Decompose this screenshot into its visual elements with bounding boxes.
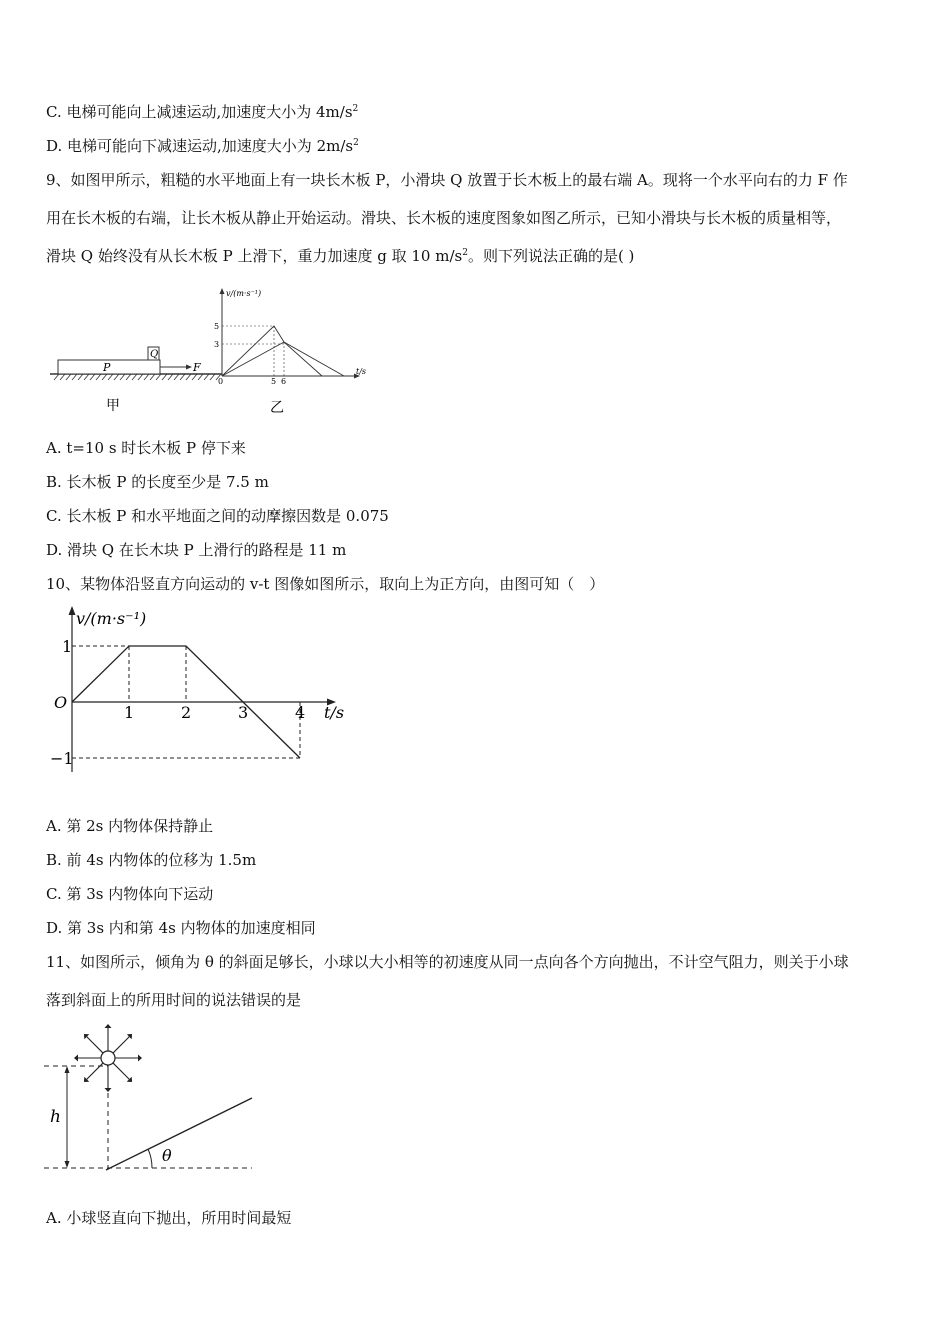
hatch-mark (138, 374, 143, 380)
yi-y-arrowhead (220, 288, 225, 294)
label-F: F (193, 361, 201, 374)
q9-option-a: A. t=10 s 时长木板 P 停下来 (46, 439, 246, 457)
q8-option-c-text: C. 电梯可能向上减速运动,加速度大小为 4m/s (46, 103, 353, 121)
hatch-mark (72, 374, 77, 380)
hatch-mark (120, 374, 125, 380)
q10-option-a: A. 第 2s 内物体保持静止 (46, 817, 214, 835)
q9-option-c: C. 长木板 P 和水平地面之间的动摩擦因数是 0.075 (46, 507, 389, 525)
q9-stem-line3 (46, 246, 634, 266)
hatch-mark (150, 374, 155, 380)
hatch-mark (198, 374, 203, 380)
q10-xtick-label: 1 (124, 703, 135, 722)
q8-option-c-sup: 2 (352, 104, 359, 114)
hatch-mark (54, 374, 59, 380)
q10-xtick-label: 3 (238, 703, 249, 722)
q11-throw-arrowhead (74, 1055, 78, 1062)
q10-stem: 10、某物体沿竖直方向运动的 v-t 图像如图所示，取向上为正方向，由图可知（ ） (46, 575, 605, 593)
hatch-mark (78, 374, 83, 380)
q11-label-h: h (50, 1107, 61, 1127)
q8-option-d-text: D. 电梯可能向下减速运动,加速度大小为 2m/s (46, 137, 354, 155)
hatch-mark (180, 374, 185, 380)
yi-ytick-3: 3 (214, 340, 220, 349)
q11-throw-arrowhead (138, 1055, 142, 1062)
q8-option-d (46, 136, 359, 156)
q11-label-theta: θ (162, 1146, 172, 1165)
hatch-mark (90, 374, 95, 380)
hatch-mark (126, 374, 131, 380)
force-F-arrowhead (186, 365, 192, 370)
q10-ytick-label: −1 (50, 749, 74, 768)
q11-figure (40, 1018, 260, 1178)
q9-stem-line2: 用在长木板的右端，让长木板从静止开始运动。滑块、长木板的速度图象如图乙所示，已知小滑块与长木板的质量相等， (46, 209, 842, 227)
q9-option-b: B. 长木板 P 的长度至少是 7.5 m (46, 473, 269, 491)
hatch-mark (84, 374, 89, 380)
label-P: P (103, 361, 111, 374)
hatch-mark (204, 374, 209, 380)
q9-figure-yi (210, 284, 380, 424)
yi-block-line (222, 342, 322, 376)
ground-hatch (50, 374, 222, 380)
q11-h-arrow-up (65, 1066, 70, 1073)
hatch-mark (192, 374, 197, 380)
q11-throw-arrowhead (105, 1024, 112, 1028)
hatch-mark (168, 374, 173, 380)
q11-stem-line1: 11、如图所示，倾角为 θ 的斜面足够长，小球以大小相等的初速度从同一点向各个方向抛出，不计空气阻力，则关于小球 (46, 953, 849, 971)
hatch-mark (114, 374, 119, 380)
hatch-mark (144, 374, 149, 380)
q8-option-c (46, 102, 358, 122)
q11-theta-arc (148, 1149, 152, 1168)
q9-stem-line3-sup: 2 (462, 248, 468, 258)
caption-jia: 甲 (106, 398, 120, 414)
caption-yi: 乙 (270, 400, 284, 416)
q11-h-arrow-down (65, 1161, 70, 1168)
yi-board-line (222, 326, 344, 376)
yi-ylabel: v/(m·s⁻¹) (226, 289, 262, 298)
q11-throw-arrow (87, 1063, 103, 1079)
q9-stem-line3-end: 。则下列说法正确的是( ) (467, 247, 635, 265)
q11-throw-arrow (113, 1037, 129, 1053)
q10-ytick-label: 1 (62, 637, 73, 656)
yi-xtick-0: 0 (218, 377, 224, 386)
q10-xtick-label: 4 (295, 703, 306, 722)
q9-stem-line3-text: 滑块 Q 始终没有从长木板 P 上滑下，重力加速度 g 取 10 m/s (46, 247, 463, 265)
hatch-mark (186, 374, 191, 380)
q9-option-d: D. 滑块 Q 在长木块 P 上滑行的路程是 11 m (46, 541, 347, 559)
hatch-mark (174, 374, 179, 380)
hatch-mark (66, 374, 71, 380)
q10-y-arrowhead (69, 606, 76, 615)
q11-throw-arrow (113, 1063, 129, 1079)
q10-option-d: D. 第 3s 内和第 4s 内物体的加速度相同 (46, 919, 316, 937)
hatch-mark (156, 374, 161, 380)
hatch-mark (132, 374, 137, 380)
q10-option-c: C. 第 3s 内物体向下运动 (46, 885, 214, 903)
yi-xtick-6: 6 (281, 377, 287, 386)
q11-slope (106, 1098, 252, 1170)
yi-ytick-5: 5 (214, 322, 220, 331)
hatch-mark (108, 374, 113, 380)
q11-option-a: A. 小球竖直向下抛出，所用时间最短 (46, 1209, 292, 1227)
hatch-mark (60, 374, 65, 380)
q10-ylabel: v/(m·s⁻¹) (76, 609, 147, 628)
yi-xlabel: t/s (356, 367, 367, 376)
q10-xtick-label: 2 (181, 703, 192, 722)
q11-ball (101, 1051, 115, 1065)
q11-stem-line2: 落到斜面上的所用时间的说法错误的是 (46, 991, 302, 1009)
q10-vt-chart (40, 600, 360, 780)
q11-throw-arrowhead (105, 1088, 112, 1092)
yi-xtick-5: 5 (271, 377, 277, 386)
q11-throw-arrow (87, 1037, 103, 1053)
q10-option-b: B. 前 4s 内物体的位移为 1.5m (46, 851, 257, 869)
q10-xlabel: t/s (324, 703, 345, 722)
hatch-mark (102, 374, 107, 380)
q9-stem-line1: 9、如图甲所示，粗糙的水平地面上有一块长木板 P，小滑块 Q 放置于长木板上的最右端 A。现将一个水平向右的力 F 作 (46, 171, 848, 189)
hatch-mark (162, 374, 167, 380)
q10-origin: O (54, 693, 68, 712)
q9-figure-jia (46, 340, 226, 420)
label-Q: Q (150, 349, 159, 360)
hatch-mark (96, 374, 101, 380)
q8-option-d-sup: 2 (353, 138, 359, 148)
